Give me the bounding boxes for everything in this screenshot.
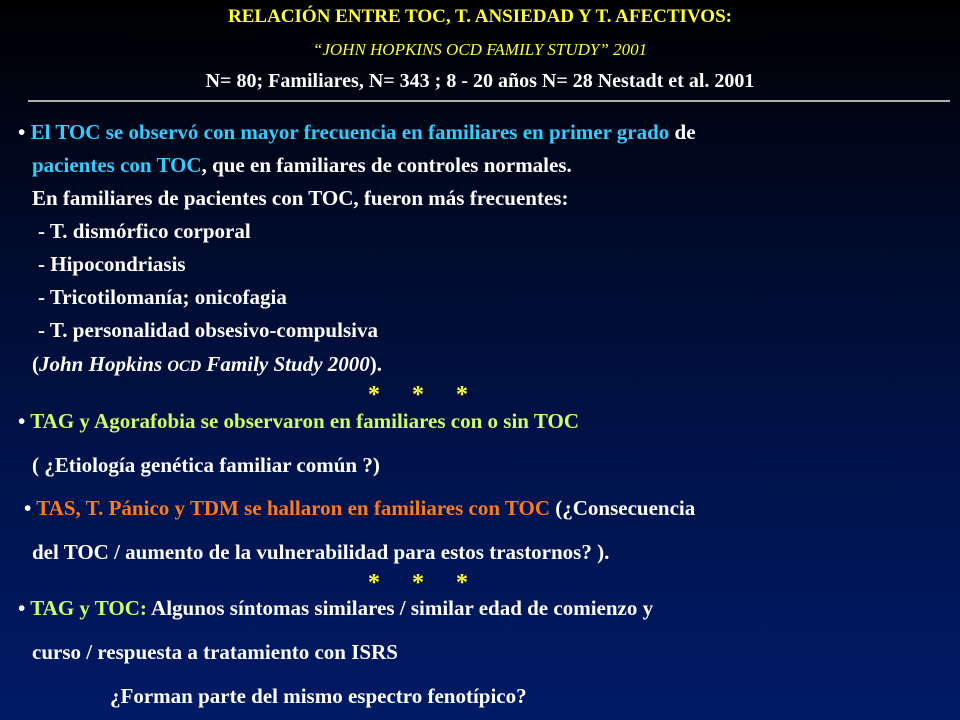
bullet-1-highlight-2: pacientes con TOC	[32, 153, 202, 177]
bullet-3-line-2: del TOC / aumento de la vulnerabilidad para estos trastornos? ).	[32, 540, 610, 564]
section-separator: * * *	[368, 570, 481, 596]
header-divider	[28, 100, 950, 102]
ref-john-hopkins: John Hopkins	[39, 352, 168, 376]
section-separator: * * *	[368, 382, 481, 408]
bullet-1-line-3: En familiares de pacientes con TOC, fueron más frecuentes:	[32, 186, 569, 210]
bullet-dot: •	[18, 409, 26, 433]
ref-family-study: Family Study 2000	[201, 352, 370, 376]
bullet-1-reference	[32, 352, 382, 377]
bullet-dot: •	[18, 596, 26, 620]
ref-close: ).	[369, 352, 383, 376]
study-name: “JOHN HOPKINS OCD FAMILY STUDY” 2001	[312, 40, 648, 59]
bullet-2-highlight: TAG y Agorafobia se observaron en familiares con o sin TOC	[30, 409, 579, 433]
slide-title: RELACIÓN ENTRE TOC, T. ANSIEDAD Y T. AFECTIVOS:	[228, 6, 732, 27]
bullet-4-line-2: curso / respuesta a tratamiento con ISRS	[32, 640, 398, 664]
bullet-2-line-2: ( ¿Etiología genética familiar común ?)	[32, 453, 380, 477]
bullet-3-highlight: TAS, T. Pánico y TDM se hallaron en familiares con TOC	[36, 496, 551, 520]
bullet-dot: •	[18, 120, 26, 144]
bullet-dot: •	[24, 496, 32, 520]
bullet-4-line-1	[18, 596, 653, 621]
bullet-4-highlight: TAG y TOC:	[30, 596, 147, 620]
bullet-3-text: (¿Consecuencia	[550, 496, 696, 520]
bullet-1-text: de	[669, 120, 696, 144]
bullet-1-line-2	[32, 153, 572, 178]
bullet-4-text: Algunos síntomas similares / similar edad de comienzo y	[146, 596, 654, 620]
bullet-1-highlight: El TOC se observó con mayor frecuencia en familiares en primer grado	[30, 120, 670, 144]
disorder-item: - T. personalidad obsesivo-compulsiva	[38, 318, 378, 342]
ref-open: (	[32, 352, 39, 376]
ref-ocd: OCD	[167, 358, 202, 375]
bullet-1-line-1	[18, 120, 696, 145]
bullet-3-line-1	[24, 496, 695, 521]
bullet-4-question: ¿Forman parte del mismo espectro fenotípico?	[110, 684, 527, 708]
bullet-2-line-1	[18, 409, 579, 434]
disorder-item: - Hipocondriasis	[38, 252, 186, 276]
bullet-1-text-2: , que en familiares de controles normales.	[201, 153, 572, 177]
sample-info: N= 80; Familiares, N= 343 ; 8 - 20 años N= 28 Nestadt et al. 2001	[205, 70, 755, 92]
disorder-item: - T. dismórfico corporal	[38, 219, 251, 243]
disorder-item: - Tricotilomanía; onicofagia	[38, 285, 287, 309]
